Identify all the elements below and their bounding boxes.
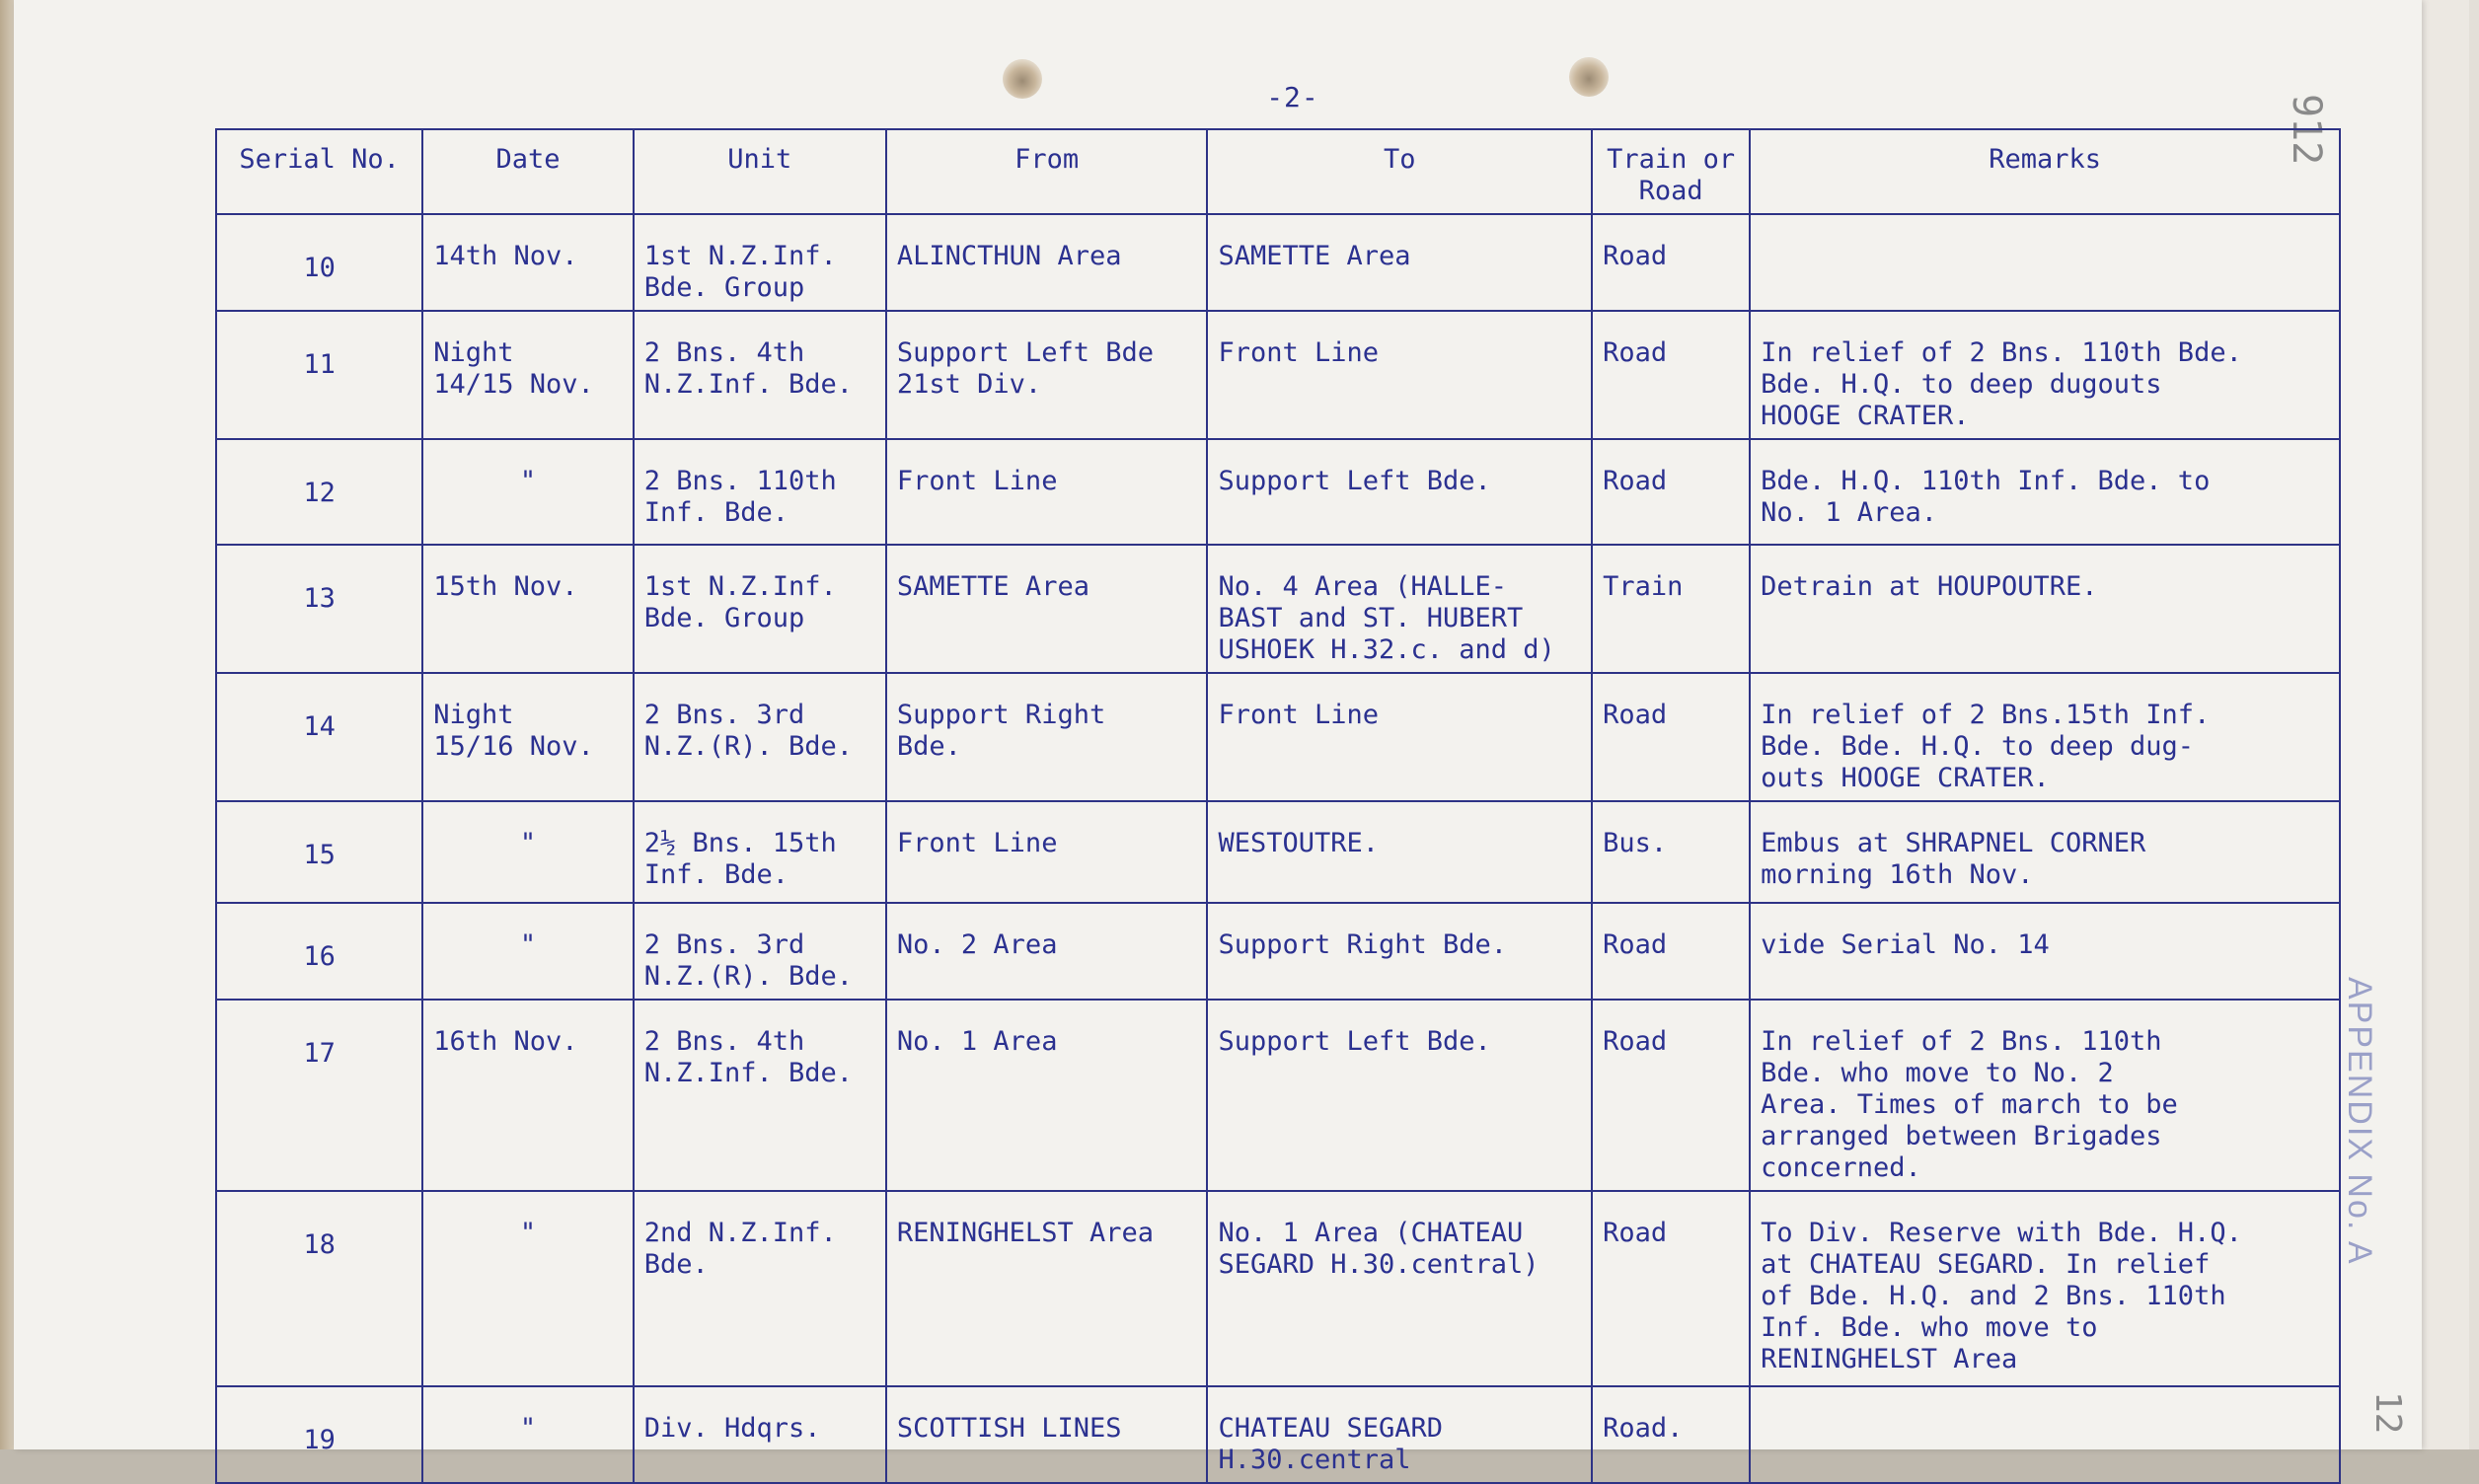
from-cell: Support Left Bde 21st Div. — [886, 311, 1208, 439]
mode-cell: Road — [1592, 673, 1750, 801]
table-row — [216, 311, 2340, 439]
punch-hole — [1003, 59, 1042, 99]
date-cell: " — [422, 439, 633, 545]
serial-cell: 15 — [216, 801, 422, 903]
unit-cell: 1st N.Z.Inf. Bde. Group — [634, 214, 886, 311]
table-row — [216, 1191, 2340, 1386]
to-cell: No. 4 Area (HALLE- BAST and ST. HUBERT USHOEK H.32.c. and d) — [1207, 545, 1592, 673]
page-number: -2- — [1266, 81, 1319, 113]
mode-cell: Road — [1592, 1191, 1750, 1386]
mode-cell: Road — [1592, 439, 1750, 545]
unit-cell: 2 Bns. 4th N.Z.Inf. Bde. — [634, 1000, 886, 1191]
table-row — [216, 903, 2340, 1000]
to-cell: WESTOUTRE. — [1207, 801, 1592, 903]
table-row — [216, 214, 2340, 311]
table-header-row — [216, 129, 2340, 214]
serial-cell: 16 — [216, 903, 422, 1000]
table-row — [216, 801, 2340, 903]
unit-cell: 2nd N.Z.Inf. Bde. — [634, 1191, 886, 1386]
to-cell: Front Line — [1207, 673, 1592, 801]
unit-cell: 1st N.Z.Inf. Bde. Group — [634, 545, 886, 673]
remarks-cell: In relief of 2 Bns. 110th Bde. Bde. H.Q. to deep dugouts HOOGE CRATER. — [1750, 311, 2340, 439]
date-cell: " — [422, 903, 633, 1000]
from-cell: Support Right Bde. — [886, 673, 1208, 801]
remarks-cell: In relief of 2 Bns.15th Inf. Bde. Bde. H.Q. to deep dug- outs HOOGE CRATER. — [1750, 673, 2340, 801]
margin-number: 912 — [2284, 94, 2329, 166]
date-cell: Night 15/16 Nov. — [422, 673, 633, 801]
to-cell: Front Line — [1207, 311, 1592, 439]
date-cell: " — [422, 1386, 633, 1483]
serial-cell: 11 — [216, 311, 422, 439]
margin-number: 12 — [2367, 1391, 2408, 1435]
table-row — [216, 439, 2340, 545]
serial-cell: 12 — [216, 439, 422, 545]
remarks-cell: Embus at SHRAPNEL CORNER morning 16th Nov. — [1750, 801, 2340, 903]
remarks-cell: To Div. Reserve with Bde. H.Q. at CHATEAU SEGARD. In relief of Bde. H.Q. and 2 Bns. 110th Inf. Bde. who move to RENINGHELST Area — [1750, 1191, 2340, 1386]
to-cell: SAMETTE Area — [1207, 214, 1592, 311]
to-cell: No. 1 Area (CHATEAU SEGARD H.30.central) — [1207, 1191, 1592, 1386]
from-cell: RENINGHELST Area — [886, 1191, 1208, 1386]
mode-cell: Bus. — [1592, 801, 1750, 903]
from-cell: SCOTTISH LINES — [886, 1386, 1208, 1483]
mode-cell: Train — [1592, 545, 1750, 673]
remarks-cell: Detrain at HOUPOUTRE. — [1750, 545, 2340, 673]
movement-table — [215, 128, 2341, 1484]
mode-cell: Road — [1592, 1000, 1750, 1191]
serial-cell: 10 — [216, 214, 422, 311]
remarks-cell — [1750, 1386, 2340, 1483]
serial-cell: 17 — [216, 1000, 422, 1191]
mode-cell: Road — [1592, 311, 1750, 439]
date-cell: 16th Nov. — [422, 1000, 633, 1191]
table-row — [216, 545, 2340, 673]
to-cell: Support Right Bde. — [1207, 903, 1592, 1000]
from-cell: SAMETTE Area — [886, 545, 1208, 673]
punch-hole — [1569, 57, 1609, 97]
date-cell: " — [422, 1191, 633, 1386]
date-cell: Night 14/15 Nov. — [422, 311, 633, 439]
date-cell: " — [422, 801, 633, 903]
column-header: From — [886, 129, 1208, 214]
from-cell: Front Line — [886, 801, 1208, 903]
column-header: Train or Road — [1592, 129, 1750, 214]
from-cell: No. 2 Area — [886, 903, 1208, 1000]
column-header: Serial No. — [216, 129, 422, 214]
serial-cell: 13 — [216, 545, 422, 673]
remarks-cell: vide Serial No. 14 — [1750, 903, 2340, 1000]
mode-cell: Road — [1592, 903, 1750, 1000]
mode-cell: Road — [1592, 214, 1750, 311]
unit-cell: 2 Bns. 110th Inf. Bde. — [634, 439, 886, 545]
unit-cell: 2 Bns. 4th N.Z.Inf. Bde. — [634, 311, 886, 439]
to-cell: CHATEAU SEGARD H.30.central — [1207, 1386, 1592, 1483]
mode-cell: Road. — [1592, 1386, 1750, 1483]
remarks-cell — [1750, 214, 2340, 311]
to-cell: Support Left Bde. — [1207, 1000, 1592, 1191]
unit-cell: 2½ Bns. 15th Inf. Bde. — [634, 801, 886, 903]
unit-cell: Div. Hdqrs. — [634, 1386, 886, 1483]
date-cell: 15th Nov. — [422, 545, 633, 673]
date-cell: 14th Nov. — [422, 214, 633, 311]
serial-cell: 18 — [216, 1191, 422, 1386]
from-cell: ALINCTHUN Area — [886, 214, 1208, 311]
to-cell: Support Left Bde. — [1207, 439, 1592, 545]
column-header: Unit — [634, 129, 886, 214]
unit-cell: 2 Bns. 3rd N.Z.(R). Bde. — [634, 673, 886, 801]
from-cell: No. 1 Area — [886, 1000, 1208, 1191]
serial-cell: 14 — [216, 673, 422, 801]
table-row — [216, 1386, 2340, 1483]
column-header: To — [1207, 129, 1592, 214]
from-cell: Front Line — [886, 439, 1208, 545]
table-row — [216, 673, 2340, 801]
appendix-stamp: APPENDIX No. A — [2341, 977, 2378, 1266]
remarks-cell: In relief of 2 Bns. 110th Bde. who move to No. 2 Area. Times of march to be arranged between Brigades concerned. — [1750, 1000, 2340, 1191]
unit-cell: 2 Bns. 3rd N.Z.(R). Bde. — [634, 903, 886, 1000]
column-header: Date — [422, 129, 633, 214]
serial-cell: 19 — [216, 1386, 422, 1483]
column-header: Remarks — [1750, 129, 2340, 214]
remarks-cell: Bde. H.Q. 110th Inf. Bde. to No. 1 Area. — [1750, 439, 2340, 545]
table-row — [216, 1000, 2340, 1191]
